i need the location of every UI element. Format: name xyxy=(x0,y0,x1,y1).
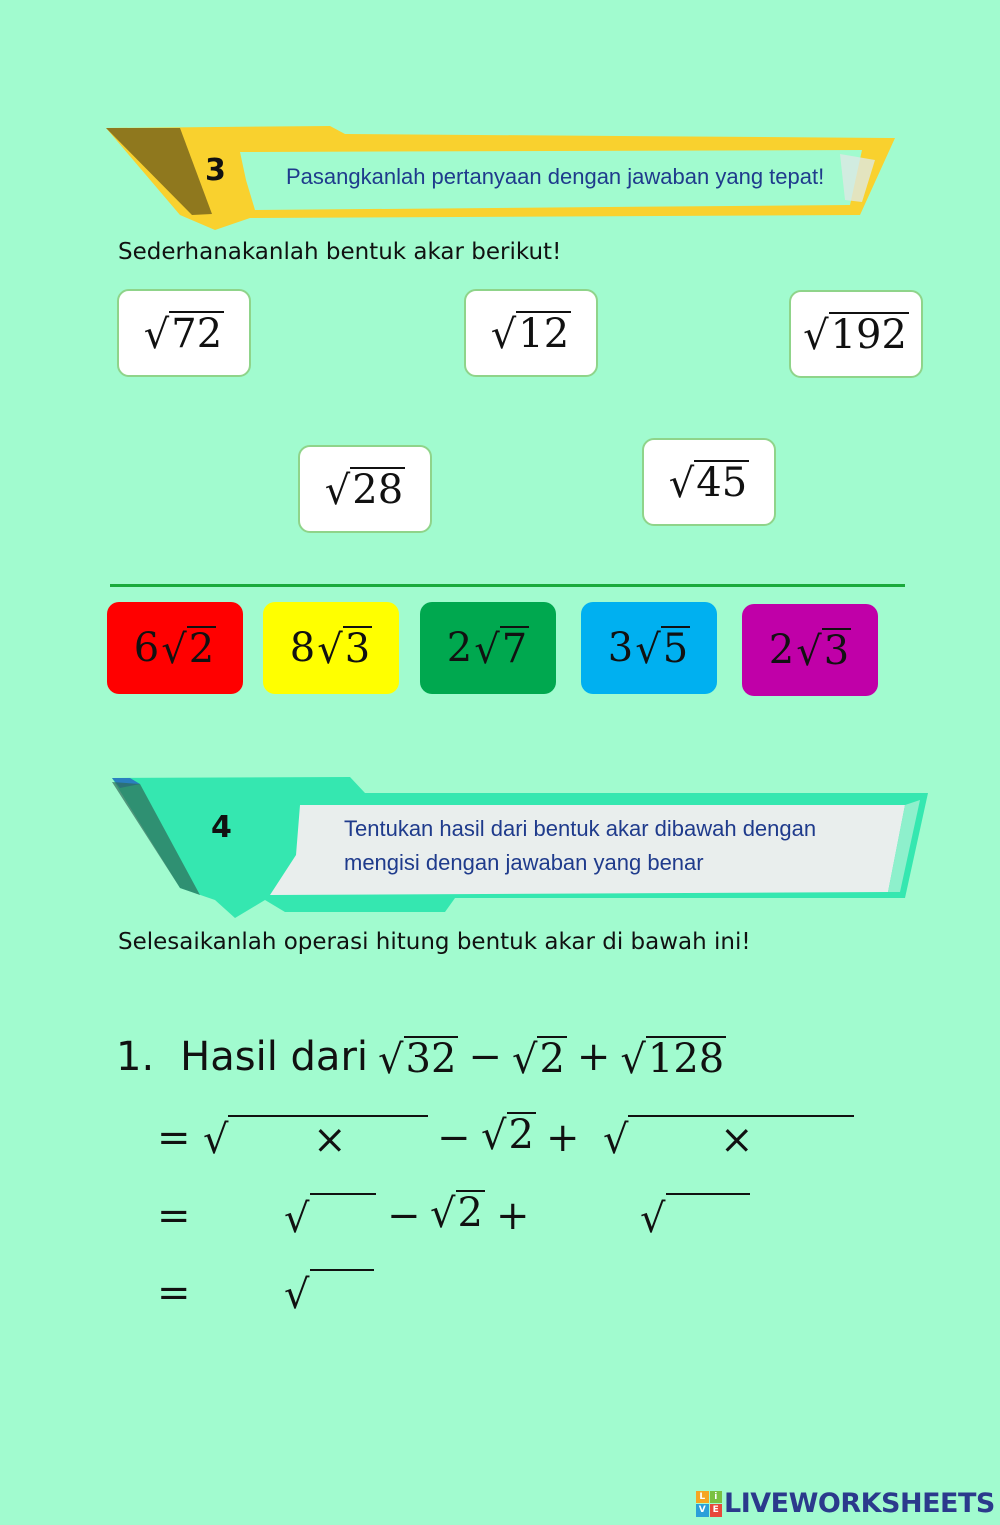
section-4-banner-line2: mengisi dengan jawaban yang benar xyxy=(344,850,704,875)
operator-minus: − xyxy=(468,1034,502,1080)
answer-tile-1[interactable]: 6 √ 2 xyxy=(107,602,243,694)
question-1-radicand: 72 xyxy=(171,311,223,357)
known-radicand-row-2: 2 xyxy=(508,1112,534,1158)
minus-sign-row-2: − xyxy=(437,1115,471,1161)
section-4-instruction: Selesaikanlah operasi hitung bentuk akar di bawah ini! xyxy=(118,929,751,955)
question-4-radicand: 28 xyxy=(352,467,404,513)
blank-factor-2b[interactable] xyxy=(760,1122,854,1164)
blank-factor-2a[interactable] xyxy=(632,1122,716,1164)
answer-3-radicand: 7 xyxy=(501,626,528,672)
equals-row-3: = xyxy=(157,1193,191,1239)
question-5-radicand: 45 xyxy=(696,460,748,506)
liveworksheets-logo-icon xyxy=(696,1491,722,1517)
blank-final-radicand[interactable] xyxy=(312,1274,376,1316)
times-sign: × xyxy=(720,1117,754,1163)
blank-final-coef[interactable] xyxy=(198,1275,282,1317)
liveworksheets-logo xyxy=(696,1488,995,1519)
section-3-number: 3 xyxy=(205,153,226,188)
answer-4-radicand: 5 xyxy=(662,626,689,672)
answer-tile-3[interactable]: 2 √ 7 xyxy=(420,602,556,694)
section-3-banner xyxy=(0,0,1000,240)
problem-1-statement: 1. Hasil dari √ 32 − √ 2 + √ 128 xyxy=(116,1034,725,1083)
liveworksheets-brand-text: LIVEWORKSHEETS xyxy=(724,1488,995,1519)
problem-lead: Hasil dari xyxy=(180,1034,369,1080)
answer-2-coef: 8 xyxy=(289,625,316,671)
blank-coef-1[interactable] xyxy=(198,1198,282,1240)
sqrt-symbol-icon: √ xyxy=(203,1117,229,1163)
answer-3-coef: 2 xyxy=(446,625,473,671)
question-card-2[interactable]: √ 12 xyxy=(464,289,598,377)
question-card-3[interactable]: √ 192 xyxy=(789,290,923,378)
operator-plus: + xyxy=(576,1034,611,1080)
term-1-radicand: 32 xyxy=(405,1036,457,1082)
minus-sign-row-3: − xyxy=(387,1193,421,1239)
section-3-instruction: Sederhanakanlah bentuk akar berikut! xyxy=(118,239,562,265)
question-3-radicand: 192 xyxy=(830,312,907,358)
question-card-5[interactable]: √ 45 xyxy=(642,438,776,526)
term-3-radicand: 128 xyxy=(647,1036,725,1082)
radical-vinculum xyxy=(666,1193,750,1195)
divider xyxy=(110,584,905,587)
answer-5-radicand: 3 xyxy=(823,628,850,674)
answer-1-radicand: 2 xyxy=(188,626,215,672)
section-3-banner-text: Pasangkanlah pertanyaan dengan jawaban yang tepat! xyxy=(286,164,825,189)
plus-sign-row-3: + xyxy=(496,1193,530,1239)
answer-tile-5[interactable]: 2 √ 3 xyxy=(742,604,878,696)
question-card-1[interactable]: √ 72 xyxy=(117,289,251,377)
known-radicand-row-3: 2 xyxy=(457,1190,483,1236)
sqrt-symbol-icon: √ xyxy=(640,1196,666,1242)
logo-letter: E xyxy=(710,1504,723,1517)
times-sign: × xyxy=(313,1117,347,1163)
problem-number: 1. xyxy=(116,1034,155,1080)
logo-letter: V xyxy=(696,1504,709,1517)
sqrt-symbol-icon: √ xyxy=(603,1117,629,1163)
answer-1-coef: 6 xyxy=(133,625,160,671)
answer-4-coef: 3 xyxy=(607,625,634,671)
term-2-radicand: 2 xyxy=(539,1036,565,1082)
equals-row-4: = xyxy=(157,1270,191,1316)
sqrt-symbol-icon: √ xyxy=(284,1272,310,1318)
blank-radicand-1[interactable] xyxy=(312,1198,378,1240)
logo-letter: i xyxy=(710,1491,723,1504)
radical-vinculum xyxy=(310,1193,376,1195)
question-2-radicand: 12 xyxy=(518,311,570,357)
blank-factor-1b[interactable] xyxy=(350,1122,429,1164)
question-card-4[interactable]: √ 28 xyxy=(298,445,432,533)
logo-letter: L xyxy=(696,1491,709,1504)
section-4-banner-line1: Tentukan hasil dari bentuk akar dibawah dengan xyxy=(344,816,817,841)
answer-2-radicand: 3 xyxy=(344,626,371,672)
answer-5-coef: 2 xyxy=(768,627,795,673)
plus-sign-row-2: + xyxy=(546,1115,580,1161)
radical-vinculum xyxy=(310,1269,374,1271)
equals-row-2: = xyxy=(157,1115,191,1161)
sqrt-symbol-icon: √ xyxy=(284,1196,310,1242)
section-4-number: 4 xyxy=(211,810,232,845)
answer-tile-4[interactable]: 3 √ 5 xyxy=(581,602,717,694)
blank-factor-1a[interactable] xyxy=(232,1122,316,1164)
blank-coef-2[interactable] xyxy=(548,1198,638,1240)
blank-radicand-2[interactable] xyxy=(668,1198,752,1240)
answer-tile-2[interactable]: 8 √ 3 xyxy=(263,602,399,694)
